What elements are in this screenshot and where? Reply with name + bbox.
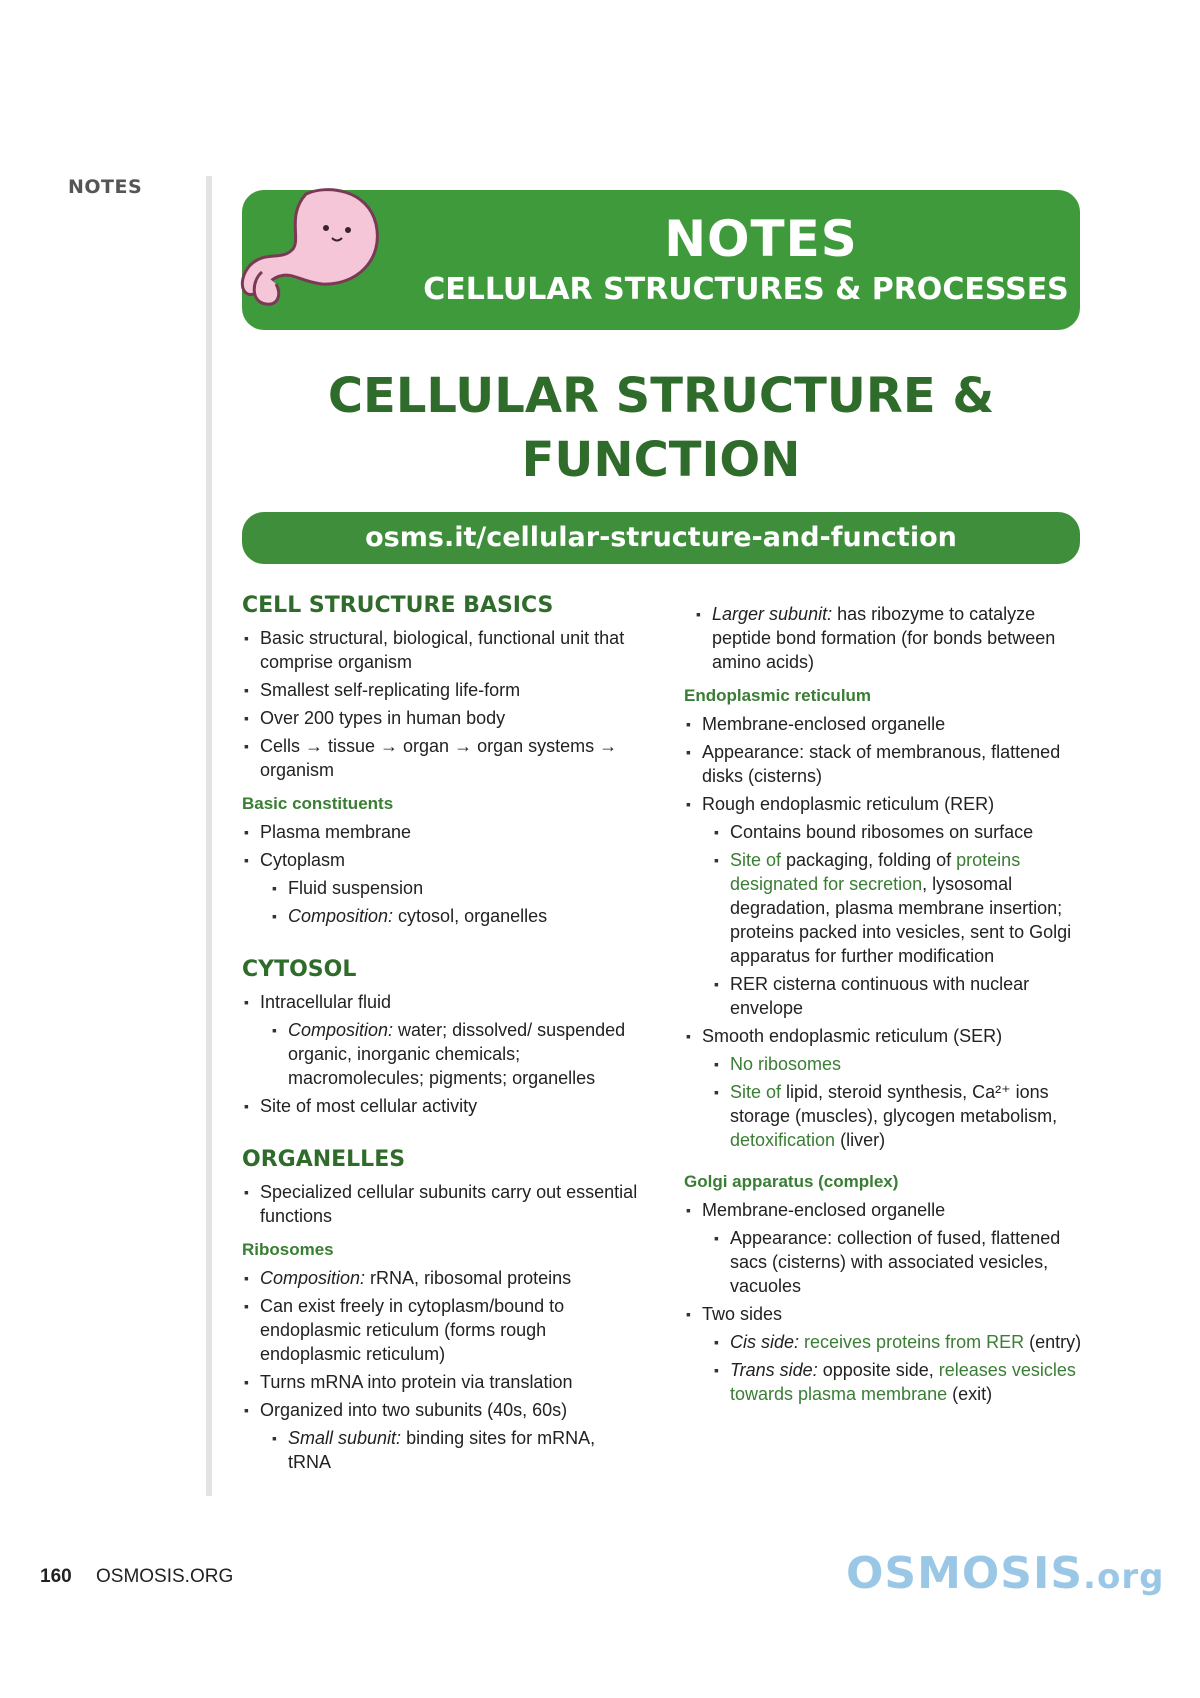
list-item: ▪ Contains bound ribosomes on surface xyxy=(684,820,1084,844)
cytosol-item-1: Intracellular fluid xyxy=(260,992,392,1012)
er-heading: Endoplasmic reticulum xyxy=(684,686,872,705)
list-item: ▪ Turns mRNA into protein via translation xyxy=(242,1370,642,1394)
page-title-line1: CELLULAR STRUCTURE & xyxy=(327,368,995,424)
section-cytosol-heading: CYTOSOL xyxy=(242,957,357,982)
rer-proteins-secretion: proteins designated for secretion xyxy=(730,850,1021,894)
list-item: ▪ Appearance: stack of membranous, flattened disks (cisterns) xyxy=(684,740,1084,788)
logo-suffix: .org xyxy=(1083,1557,1165,1597)
small-subunit-label: Small subunit: xyxy=(288,1428,402,1448)
list-item xyxy=(242,904,642,928)
golgi-sides-sublist xyxy=(684,1330,1084,1406)
list-item xyxy=(684,1330,1084,1354)
osmosis-logo xyxy=(846,1548,1164,1599)
list-item: ▪ Site of most cellular activity xyxy=(242,1094,642,1118)
list-item xyxy=(684,1198,1084,1298)
composition-label: Composition: xyxy=(260,1268,366,1288)
organelles-list xyxy=(242,1180,642,1228)
right-column xyxy=(684,602,1084,1410)
list-item xyxy=(242,990,642,1090)
basic-constituents-list xyxy=(242,820,642,928)
ser-text-d: (liver) xyxy=(835,1130,886,1150)
list-item: ▪ Over 200 types in human body xyxy=(242,706,642,730)
cis-side-label: Cis side: xyxy=(730,1332,800,1352)
golgi-heading: Golgi apparatus (complex) xyxy=(684,1172,899,1191)
larger-subunit-list xyxy=(666,602,1084,674)
cell-basics-list xyxy=(242,626,642,782)
list-item: ▪ Fluid suspension xyxy=(242,876,642,900)
rer-sublist xyxy=(684,820,1084,1020)
list-item xyxy=(684,792,1084,1020)
page-title-line2: FUNCTION xyxy=(521,432,801,488)
composition-text: water; dissolved/ suspended organic, inorganic chemicals; macromolecules; pigments; organelles xyxy=(288,1020,626,1088)
small-subunit-text: binding sites for mRNA, tRNA xyxy=(288,1428,596,1472)
golgi-two-sides: Two sides xyxy=(702,1304,783,1324)
list-item: ▪ RER cisterna continuous with nuclear envelope xyxy=(684,972,1084,1020)
footer-site: OSMOSIS.ORG xyxy=(96,1566,234,1587)
ser-text-b: lipid, steroid synthesis, Ca²⁺ ions storage (muscles), glycogen metabolism, xyxy=(730,1082,1058,1126)
list-item xyxy=(242,1266,642,1290)
rer-text-d: , lysosomal degradation, plasma membrane insertion; proteins packed into vesicles, sent to Golgi apparatus for further modification xyxy=(730,874,1072,966)
list-item xyxy=(242,1398,642,1474)
list-item xyxy=(684,848,1084,968)
trans-side-label: Trans side: xyxy=(730,1360,818,1380)
trans-side-text: opposite side, xyxy=(817,1360,939,1380)
banner-title: NOTES xyxy=(664,210,858,268)
golgi-item-1: Membrane-enclosed organelle xyxy=(702,1200,946,1220)
list-item: ▪ Membrane-enclosed organelle xyxy=(684,712,1084,736)
topic-url-link[interactable]: osms.it/cellular-structure-and-function xyxy=(242,512,1080,564)
list-item: ▪ Plasma membrane xyxy=(242,820,642,844)
logo-main: OSMOSIS xyxy=(846,1548,1084,1599)
page-title xyxy=(242,364,1080,492)
list-item xyxy=(684,1358,1084,1406)
ribosome-subunits-sublist xyxy=(242,1426,642,1474)
golgi-appearance-sublist xyxy=(684,1226,1084,1298)
list-item xyxy=(684,1080,1084,1152)
cytosol-sublist xyxy=(242,1018,642,1090)
trans-side-tail: (exit) xyxy=(947,1384,993,1404)
ribosomes-heading: Ribosomes xyxy=(242,1240,334,1259)
section-organelles-heading: ORGANELLES xyxy=(242,1147,406,1172)
list-item: ▪ Cells → tissue → organ → organ systems → organism xyxy=(242,734,642,782)
composition-label: Composition: xyxy=(288,1020,394,1040)
golgi-list xyxy=(684,1198,1084,1406)
list-item: ▪ Can exist freely in cytoplasm/bound to endoplasmic reticulum (forms rough endoplasmic reticulum) xyxy=(242,1294,642,1366)
list-item: ▪ Specialized cellular subunits carry out essential functions xyxy=(242,1180,642,1228)
ser-detoxification: detoxification xyxy=(730,1130,836,1150)
cis-side-tail: (entry) xyxy=(1024,1332,1082,1352)
stomach-mascot-icon xyxy=(236,176,396,316)
list-item xyxy=(684,1024,1084,1152)
left-column xyxy=(242,592,642,1478)
rer-label: Rough endoplasmic reticulum (RER) xyxy=(702,794,995,814)
ser-sublist xyxy=(684,1052,1084,1152)
cytoplasm-sublist xyxy=(242,876,642,928)
larger-subunit-label: Larger subunit: xyxy=(712,604,833,624)
list-item: ▪ Basic structural, biological, functional unit that comprise organism xyxy=(242,626,642,674)
cytoplasm-label: Cytoplasm xyxy=(260,850,346,870)
rer-text-b: packaging, folding of xyxy=(781,850,957,870)
larger-subunit-text: has ribozyme to catalyze peptide bond formation (for bonds between amino acids) xyxy=(712,604,1056,672)
ser-label: Smooth endoplasmic reticulum (SER) xyxy=(702,1026,1003,1046)
side-notes-tag: NOTES xyxy=(68,176,143,198)
section-cell-basics-heading: CELL STRUCTURE BASICS xyxy=(242,593,554,618)
ribosome-subunits-text: Organized into two subunits (40s, 60s) xyxy=(260,1400,568,1420)
list-item xyxy=(242,1018,642,1090)
ser-site-of: Site of xyxy=(730,1082,782,1102)
composition-text: rRNA, ribosomal proteins xyxy=(365,1268,572,1288)
trans-side-green: releases vesicles towards plasma membrane xyxy=(730,1360,1076,1404)
list-item xyxy=(242,848,642,928)
rer-site-of: Site of xyxy=(730,850,782,870)
er-list xyxy=(684,712,1084,1152)
list-item: ▪ Appearance: collection of fused, flattened sacs (cisterns) with associated vesicles, vacuoles xyxy=(684,1226,1084,1298)
banner-subtitle: CELLULAR STRUCTURES & PROCESSES xyxy=(423,272,1069,307)
list-item: ▪ Smallest self-replicating life-form xyxy=(242,678,642,702)
list-item xyxy=(666,602,1084,674)
composition-text: cytosol, organelles xyxy=(393,906,548,926)
ribosomes-list xyxy=(242,1266,642,1474)
side-divider xyxy=(206,176,212,1496)
list-item xyxy=(242,1426,642,1474)
page-number: 160 xyxy=(40,1566,72,1587)
composition-label: Composition: xyxy=(288,906,394,926)
cis-side-text: receives proteins from RER xyxy=(799,1332,1025,1352)
list-item xyxy=(684,1302,1084,1406)
list-item: ▪ No ribosomes xyxy=(684,1052,1084,1076)
cytosol-list xyxy=(242,990,642,1118)
basic-constituents-heading: Basic constituents xyxy=(242,794,394,813)
